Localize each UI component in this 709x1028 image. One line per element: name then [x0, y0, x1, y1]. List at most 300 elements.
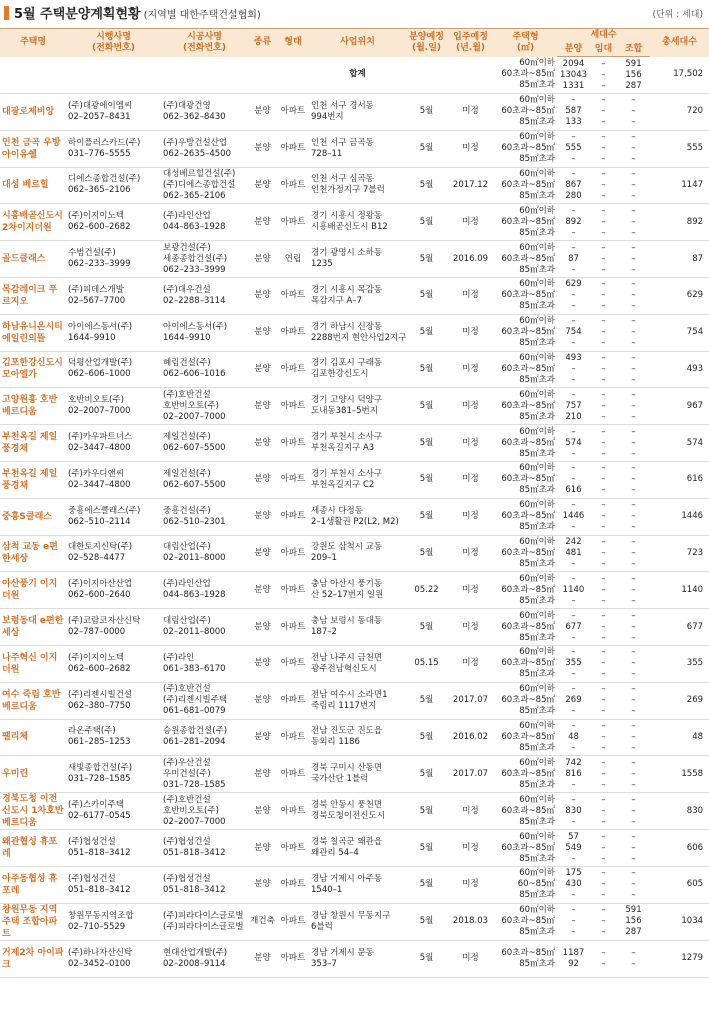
area-type-cell: 60㎡이하 60초과~85㎡ 85㎡초과	[494, 425, 557, 462]
project-name: 왜관협성 휴포레	[0, 830, 66, 867]
project-name: 나주혁신 이지더원	[0, 645, 66, 682]
sale-count-cell: 1187 92	[557, 940, 590, 977]
sale-count-cell: 175 430 –	[557, 866, 590, 903]
builder-cell: (주)우산건설 우미건설(주) 031–728–1585	[161, 756, 248, 793]
form-cell: 아파트	[277, 645, 309, 682]
developer-cell: (주)피데스개발 02–567–7700	[66, 277, 161, 314]
rent-count-cell: – –	[590, 940, 617, 977]
total-cell: 720	[650, 94, 709, 131]
summary-sale: 2094 13043 1331	[557, 57, 590, 94]
sale-count-cell: – 269 –	[557, 682, 590, 719]
union-count-cell: – – –	[617, 682, 650, 719]
builder-cell: 현대산업개발(주) 02–2008–9114	[161, 940, 248, 977]
union-count-cell: – – –	[617, 866, 650, 903]
sale-count-cell: – 87 –	[557, 241, 590, 278]
sale-count-cell: – 677 –	[557, 609, 590, 646]
area-type-cell: 60㎡이하 60초과~85㎡ 85㎡초과	[494, 793, 557, 830]
builder-cell: 보광건설(주) 세종종합건설(주) 062–233–3999	[161, 241, 248, 278]
total-cell: 754	[650, 314, 709, 351]
move-date-cell: 미정	[447, 277, 494, 314]
sale-date-cell: 5월	[406, 204, 447, 241]
developer-cell: 창원무동지역조합 02–710–5529	[66, 903, 161, 940]
form-cell: 아파트	[277, 572, 309, 609]
header-builder: 시공사명 (전화번호)	[161, 29, 248, 57]
total-cell: 355	[650, 645, 709, 682]
move-date-cell: 2016.09	[447, 241, 494, 278]
move-date-cell: 미정	[447, 535, 494, 572]
kind-cell: 분양	[248, 940, 277, 977]
builder-cell: (주)협성건설 051–818–3412	[161, 830, 248, 867]
union-count-cell: – – –	[617, 425, 650, 462]
header-households: 세대수	[557, 29, 650, 43]
move-date-cell: 미정	[447, 645, 494, 682]
total-cell: 606	[650, 830, 709, 867]
area-type-cell: 60㎡이하 60초과~85㎡ 85㎡초과	[494, 94, 557, 131]
rent-count-cell: – – –	[590, 130, 617, 167]
builder-cell: 아이에스동서(주) 1644–9910	[161, 314, 248, 351]
project-name: 부천옥길 제일풍경채	[0, 461, 66, 498]
sale-date-cell: 5월	[406, 866, 447, 903]
move-date-cell: 미정	[447, 461, 494, 498]
move-date-cell: 미정	[447, 866, 494, 903]
project-name: 대성 베르힐	[0, 167, 66, 204]
sale-count-cell: – 355 –	[557, 645, 590, 682]
builder-cell: (주)호반건설 호반비오토(주) 02–2007–7000	[161, 388, 248, 425]
table-row	[0, 351, 709, 388]
sale-count-cell: – 892 –	[557, 204, 590, 241]
location-cell: 경기 김포시 구래동 김포한강신도시	[309, 351, 406, 388]
total-cell: 723	[650, 535, 709, 572]
total-cell: 48	[650, 719, 709, 756]
location-cell: 경기 고양시 덕양구 도내동381–5번지	[309, 388, 406, 425]
builder-cell: 대성베르힐건설(주) (주)디에스종합건설 062–365–2106	[161, 167, 248, 204]
header-developer: 시행사명 (전화번호)	[66, 29, 161, 57]
summary-label: 합계	[309, 57, 406, 94]
project-name: 창원무동 지역주택 조합아파트	[0, 903, 66, 940]
table-row	[0, 645, 709, 682]
area-type-cell: 60㎡이하 60초과~85㎡ 85㎡초과	[494, 719, 557, 756]
form-cell: 아파트	[277, 682, 309, 719]
table-row	[0, 756, 709, 793]
sale-date-cell: 5월	[406, 94, 447, 131]
kind-cell: 분양	[248, 535, 277, 572]
table-row	[0, 461, 709, 498]
area-type-cell: 60초과~85㎡ 85㎡초과	[494, 940, 557, 977]
developer-cell: 수범건설(주) 062–233–3999	[66, 241, 161, 278]
kind-cell: 분양	[248, 719, 277, 756]
header-sale-date: 분양예정 (월.일)	[406, 29, 447, 57]
rent-count-cell: – – –	[590, 314, 617, 351]
location-cell: 전남 여수시 소라면1 죽림리 1117번지	[309, 682, 406, 719]
sale-count-cell: – 867 280	[557, 167, 590, 204]
area-type-cell: 60㎡이하 60초과~85㎡ 85㎡초과	[494, 682, 557, 719]
project-name: 고양원흥 호반베르디움	[0, 388, 66, 425]
union-count-cell: – –	[617, 940, 650, 977]
project-name: 목감레이크 푸르지오	[0, 277, 66, 314]
sale-date-cell: 5월	[406, 167, 447, 204]
kind-cell: 분양	[248, 204, 277, 241]
sale-date-cell: 5월	[406, 241, 447, 278]
location-cell: 강원도 삼척시 교동 209–1	[309, 535, 406, 572]
sale-count-cell: 493 – –	[557, 351, 590, 388]
sale-date-cell: 5월	[406, 682, 447, 719]
developer-cell: 덕평산업개발(주) 062–606–1000	[66, 351, 161, 388]
move-date-cell: 2016.02	[447, 719, 494, 756]
sale-count-cell: 242 481 –	[557, 535, 590, 572]
union-count-cell: – – –	[617, 461, 650, 498]
area-type-cell: 60㎡이하 60초과~85㎡ 85㎡초과	[494, 204, 557, 241]
rent-count-cell: – – –	[590, 756, 617, 793]
builder-cell: (주)대우건설 02–2288–3114	[161, 277, 248, 314]
sale-date-cell: 5월	[406, 535, 447, 572]
total-cell: 493	[650, 351, 709, 388]
builder-cell: 제일건설(주) 062–607–5500	[161, 425, 248, 462]
form-cell: 아파트	[277, 425, 309, 462]
rent-count-cell: – – –	[590, 277, 617, 314]
builder-cell: (주)라인산업 044–863–1928	[161, 204, 248, 241]
sale-count-cell: – 830 –	[557, 793, 590, 830]
sale-date-cell: 5월	[406, 277, 447, 314]
form-cell: 아파트	[277, 388, 309, 425]
rent-count-cell: – – –	[590, 498, 617, 535]
form-cell: 아파트	[277, 94, 309, 131]
location-cell: 인천 서구 심곡동 인천가정지구 7블럭	[309, 167, 406, 204]
table-row	[0, 682, 709, 719]
sale-date-cell: 5월	[406, 498, 447, 535]
table-row	[0, 94, 709, 131]
developer-cell: (주)이지이노텍 062–600–2682	[66, 204, 161, 241]
title-subtitle: (지역별 대한주택건설협회)	[143, 10, 261, 21]
project-name: 팰리체	[0, 719, 66, 756]
location-cell: 경기 부천시 소사구 부천옥길지구 A3	[309, 425, 406, 462]
table-row	[0, 793, 709, 830]
union-count-cell: – – –	[617, 793, 650, 830]
area-type-cell: 60㎡이하 60초과~85㎡ 85㎡초과	[494, 572, 557, 609]
developer-cell: (주)리젠시빌건설 062–380–7750	[66, 682, 161, 719]
union-count-cell: – – –	[617, 498, 650, 535]
developer-cell: (주)협성건설 051–818–3412	[66, 866, 161, 903]
area-type-cell: 60㎡이하 60초과~85㎡ 85㎡초과	[494, 167, 557, 204]
developer-cell: (주)하나자산신탁 02–3452–0100	[66, 940, 161, 977]
move-date-cell: 미정	[447, 425, 494, 462]
union-count-cell: – – –	[617, 609, 650, 646]
table-row	[0, 719, 709, 756]
developer-cell: 하이플러스카드(주) 031–776–5555	[66, 130, 161, 167]
union-count-cell: – – –	[617, 388, 650, 425]
project-name: 하남유니온시티 에일린의뜰	[0, 314, 66, 351]
rent-count-cell: – – –	[590, 903, 617, 940]
table-row	[0, 204, 709, 241]
rent-count-cell: – – –	[590, 351, 617, 388]
kind-cell: 분양	[248, 314, 277, 351]
builder-cell: (주)라인 061–383–6170	[161, 645, 248, 682]
developer-cell: (주)코람코자산신탁 02–787–0000	[66, 609, 161, 646]
form-cell: 아파트	[277, 903, 309, 940]
move-date-cell: 2017.12	[447, 167, 494, 204]
total-cell: 629	[650, 277, 709, 314]
header-union: 조합	[617, 43, 650, 57]
total-cell: 1147	[650, 167, 709, 204]
rent-count-cell: – – –	[590, 682, 617, 719]
sale-date-cell: 05.22	[406, 572, 447, 609]
table-row	[0, 314, 709, 351]
location-cell: 경기 부천시 소사구 부천옥길지구 C2	[309, 461, 406, 498]
table-row	[0, 903, 709, 940]
total-cell: 1558	[650, 756, 709, 793]
location-cell: 충남 아산시 풍기동 산 52–17번지 일원	[309, 572, 406, 609]
rent-count-cell: – – –	[590, 204, 617, 241]
sale-date-cell: 05.15	[406, 645, 447, 682]
sale-count-cell: – 1446 –	[557, 498, 590, 535]
builder-cell: 중흥건설(주) 062–510–2301	[161, 498, 248, 535]
developer-cell: 라온주택(주) 061–285–1253	[66, 719, 161, 756]
builder-cell: 대림산업(주) 02–2011–8000	[161, 609, 248, 646]
union-count-cell: – – –	[617, 830, 650, 867]
form-cell: 아파트	[277, 535, 309, 572]
total-cell: 892	[650, 204, 709, 241]
move-date-cell: 2017.07	[447, 756, 494, 793]
builder-cell: 혜림건설(주) 062–606–1016	[161, 351, 248, 388]
table-row	[0, 609, 709, 646]
developer-cell: (주)이지이노텍 062–600–2682	[66, 645, 161, 682]
developer-cell: (주)대광에이엠씨 02–2057–8431	[66, 94, 161, 131]
builder-cell: (주)대광건영 062–362–8430	[161, 94, 248, 131]
title-text: 5월 주택분양계획현황	[14, 7, 141, 22]
total-cell: 1446	[650, 498, 709, 535]
kind-cell: 분양	[248, 167, 277, 204]
rent-count-cell: – – –	[590, 461, 617, 498]
form-cell: 아파트	[277, 756, 309, 793]
kind-cell: 분양	[248, 241, 277, 278]
table-row	[0, 535, 709, 572]
developer-cell: (주)이지아산산업 062–600–2640	[66, 572, 161, 609]
sale-date-cell: 5월	[406, 351, 447, 388]
move-date-cell: 미정	[447, 130, 494, 167]
form-cell: 아파트	[277, 609, 309, 646]
kind-cell: 분양	[248, 425, 277, 462]
area-type-cell: 60㎡이하 60초과~85㎡ 85㎡초과	[494, 351, 557, 388]
sale-count-cell: – 754 –	[557, 314, 590, 351]
union-count-cell: – – –	[617, 314, 650, 351]
sale-date-cell: 5월	[406, 903, 447, 940]
area-type-cell: 60㎡이하 60초과~85㎡ 85㎡초과	[494, 277, 557, 314]
header-sale: 분양	[557, 43, 590, 57]
form-cell: 아파트	[277, 940, 309, 977]
sale-count-cell: – 587 133	[557, 94, 590, 131]
area-type-cell: 60㎡이하 60초과~85㎡ 85㎡초과	[494, 903, 557, 940]
summary-total: 17,502	[650, 57, 709, 94]
project-name: 삼척 교동 e편한세상	[0, 535, 66, 572]
total-cell: 1140	[650, 572, 709, 609]
area-type-cell: 60㎡이하 60초과~85㎡ 85㎡초과	[494, 388, 557, 425]
union-count-cell: 591 156 287	[617, 903, 650, 940]
location-cell: 경남 거제시 아주동 1540–1	[309, 866, 406, 903]
kind-cell: 분양	[248, 866, 277, 903]
sale-date-cell: 5월	[406, 425, 447, 462]
form-cell: 아파트	[277, 167, 309, 204]
union-count-cell: – – –	[617, 130, 650, 167]
union-count-cell: – – –	[617, 756, 650, 793]
rent-count-cell: – – –	[590, 830, 617, 867]
kind-cell: 분양	[248, 351, 277, 388]
builder-cell: 제일건설(주) 062–607–5500	[161, 461, 248, 498]
builder-cell: 승원종합건설(주) 061–281–2094	[161, 719, 248, 756]
header-move-date: 입주예정 (년.월)	[447, 29, 494, 57]
area-type-cell: 60㎡이하 60초과~85㎡ 85㎡초과	[494, 645, 557, 682]
location-cell: 인천 서구 금곡동 728–11	[309, 130, 406, 167]
project-name: 골드클래스	[0, 241, 66, 278]
header-location: 사업위치	[309, 29, 406, 57]
location-cell: 경북 칠곡군 왜관읍 왜관리 54–4	[309, 830, 406, 867]
location-cell: 경북 구미시 산동면 국가산단 1블럭	[309, 756, 406, 793]
total-cell: 677	[650, 609, 709, 646]
table-row	[0, 572, 709, 609]
sale-date-cell: 5월	[406, 756, 447, 793]
developer-cell: (주)카우파트너스 02–3447–4800	[66, 425, 161, 462]
location-cell: 전남 진도군 진도읍 동외리 1186	[309, 719, 406, 756]
developer-cell: 아이에스동서(주) 1644–9910	[66, 314, 161, 351]
location-cell: 경기 시흥시 목감동 목감지구 A–7	[309, 277, 406, 314]
union-count-cell: – – –	[617, 204, 650, 241]
project-name: 아주동협성 휴포레	[0, 866, 66, 903]
header-kind: 종류	[248, 29, 277, 57]
summary-rent: – – –	[590, 57, 617, 94]
total-cell: 616	[650, 461, 709, 498]
form-cell: 아파트	[277, 461, 309, 498]
summary-row	[0, 57, 709, 94]
table-row	[0, 167, 709, 204]
total-cell: 574	[650, 425, 709, 462]
move-date-cell: 2018.03	[447, 903, 494, 940]
form-cell: 아파트	[277, 204, 309, 241]
table-row	[0, 130, 709, 167]
area-type-cell: 60㎡이하 60초과~85㎡ 85㎡초과	[494, 830, 557, 867]
form-cell: 아파트	[277, 830, 309, 867]
developer-cell: 대한토지신탁(주) 02–528–4477	[66, 535, 161, 572]
project-name: 아산풍기 이지더원	[0, 572, 66, 609]
builder-cell: (주)우방건설산업 062–2635–4500	[161, 130, 248, 167]
total-cell: 1279	[650, 940, 709, 977]
sale-date-cell: 5월	[406, 130, 447, 167]
location-cell: 경북 안동시 풍천면 경북도청이전신도시	[309, 793, 406, 830]
location-cell: 경기 광명시 소하동 1235	[309, 241, 406, 278]
builder-cell: (주)협성건설 051–818–3412	[161, 866, 248, 903]
union-count-cell: – – –	[617, 167, 650, 204]
title-accent-bar	[4, 6, 9, 20]
developer-cell: (주)스카이주택 02–6177–0545	[66, 793, 161, 830]
location-cell: 경남 거제시 문동 353–7	[309, 940, 406, 977]
unit-label: (단위 : 세대)	[652, 10, 703, 20]
kind-cell: 분양	[248, 461, 277, 498]
project-name: 우미린	[0, 756, 66, 793]
rent-count-cell: – – –	[590, 719, 617, 756]
table-row	[0, 425, 709, 462]
kind-cell: 재건축	[248, 903, 277, 940]
union-count-cell: – – –	[617, 535, 650, 572]
rent-count-cell: – – –	[590, 866, 617, 903]
sale-count-cell: 742 816 –	[557, 756, 590, 793]
project-name: 시흥배곧신도시 2차이지더원	[0, 204, 66, 241]
total-cell: 269	[650, 682, 709, 719]
table-row	[0, 277, 709, 314]
developer-cell: 새빛종합건설(주) 031–728–1585	[66, 756, 161, 793]
builder-cell: 대림산업(주) 02–2011–8000	[161, 535, 248, 572]
union-count-cell: – – –	[617, 572, 650, 609]
location-cell: 충남 보령시 동대동 187–2	[309, 609, 406, 646]
table-row	[0, 241, 709, 278]
form-cell: 아파트	[277, 793, 309, 830]
header-total: 총세대수	[650, 29, 709, 57]
union-count-cell: – – –	[617, 94, 650, 131]
total-cell: 87	[650, 241, 709, 278]
move-date-cell: 미정	[447, 94, 494, 131]
kind-cell: 분양	[248, 609, 277, 646]
location-cell: 경기 하남시 신장동 2288번지 현안사업2지구	[309, 314, 406, 351]
sale-date-cell: 5월	[406, 461, 447, 498]
kind-cell: 분양	[248, 756, 277, 793]
project-name: 대광로제비앙	[0, 94, 66, 131]
header-name: 주택명	[0, 29, 66, 57]
move-date-cell: 미정	[447, 314, 494, 351]
location-cell: 세종시 다정동 2–1생활권 P2(L2, M2)	[309, 498, 406, 535]
rent-count-cell: – – –	[590, 241, 617, 278]
total-cell: 605	[650, 866, 709, 903]
area-type-cell: 60㎡이하 60초과~85㎡ 85㎡초과	[494, 314, 557, 351]
sale-count-cell: 629 – –	[557, 277, 590, 314]
sale-count-cell: 57 549 –	[557, 830, 590, 867]
area-type-cell: 60㎡이하 60~85㎡ 85㎡초과	[494, 866, 557, 903]
form-cell: 아파트	[277, 277, 309, 314]
form-cell: 아파트	[277, 130, 309, 167]
project-name: 인천 금곡 우방아이유쉘	[0, 130, 66, 167]
project-name: 부천옥길 제일풍경채	[0, 425, 66, 462]
area-type-cell: 60㎡이하 60초과~85㎡ 85㎡초과	[494, 609, 557, 646]
kind-cell: 분양	[248, 498, 277, 535]
developer-cell: 디에스종합건설(주) 062–365–2106	[66, 167, 161, 204]
rent-count-cell: – – –	[590, 388, 617, 425]
sale-date-cell: 5월	[406, 609, 447, 646]
kind-cell: 분양	[248, 793, 277, 830]
move-date-cell: 미정	[447, 498, 494, 535]
move-date-cell: 미정	[447, 204, 494, 241]
kind-cell: 분양	[248, 388, 277, 425]
table-row	[0, 830, 709, 867]
summary-types: 60㎡이하 60초과~85㎡ 85㎡초과	[494, 57, 557, 94]
total-cell: 555	[650, 130, 709, 167]
table-row	[0, 388, 709, 425]
project-name: 김포한강신도시 모아엘가	[0, 351, 66, 388]
housing-sale-plan-table	[0, 28, 709, 978]
kind-cell: 분양	[248, 682, 277, 719]
kind-cell: 분양	[248, 130, 277, 167]
sale-count-cell: – 757 210	[557, 388, 590, 425]
developer-cell: (주)카우디앤씨 02–3447–4800	[66, 461, 161, 498]
total-cell: 830	[650, 793, 709, 830]
rent-count-cell: – – –	[590, 167, 617, 204]
developer-cell: (주)협성건설 051–818–3412	[66, 830, 161, 867]
area-type-cell: 60㎡이하 60초과~85㎡ 85㎡초과	[494, 535, 557, 572]
rent-count-cell: – – –	[590, 572, 617, 609]
developer-cell: 중흥에스클래스(주) 062–510–2114	[66, 498, 161, 535]
sale-date-cell: 5월	[406, 388, 447, 425]
sale-count-cell: – 574 –	[557, 425, 590, 462]
location-cell: 전남 나주시 금천면 광주전남혁신도시	[309, 645, 406, 682]
area-type-cell: 60㎡이하 60초과~85㎡ 85㎡초과	[494, 130, 557, 167]
builder-cell: (주)라인산업 044–863–1928	[161, 572, 248, 609]
project-name: 거제2차 아이파크	[0, 940, 66, 977]
area-type-cell: 60㎡이하 60초과~85㎡ 85㎡초과	[494, 756, 557, 793]
move-date-cell: 2017.07	[447, 682, 494, 719]
